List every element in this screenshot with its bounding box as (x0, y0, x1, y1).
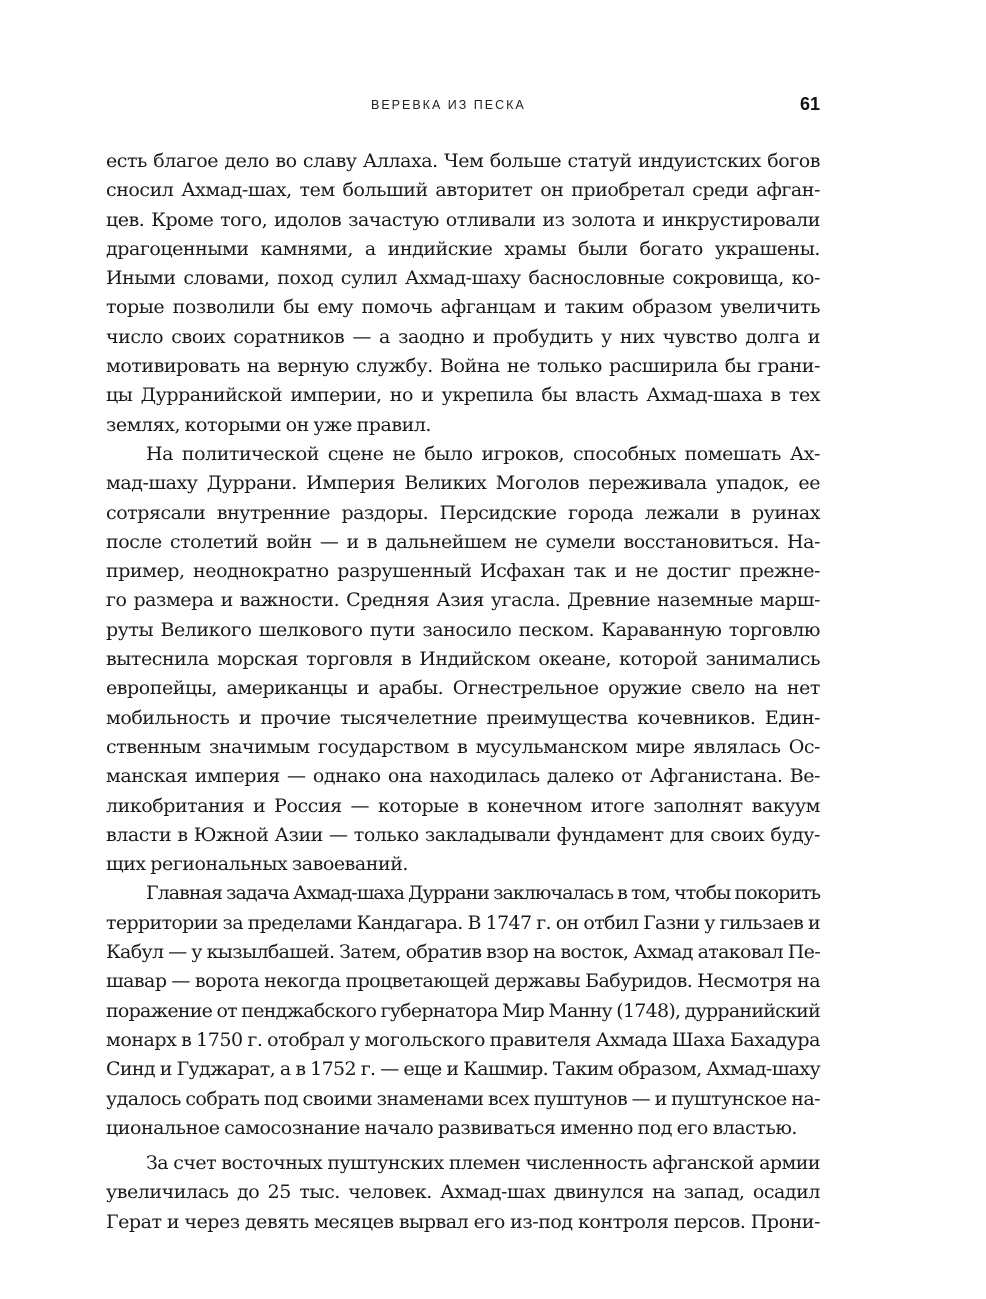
text-line: Герат и через девять месяцев вырвал его из-под контроля персов. Прони- (106, 1210, 820, 1233)
text-line: сносил Ахмад-шах, тем больший авторитет он приобретал среди афган- (106, 179, 820, 202)
text-line: Синд и Гуджарат, а в 1752 г. — еще и Кашмир. Таким образом, Ахмад-шаху (106, 1058, 820, 1081)
text-line: монарх в 1750 г. отобрал у могольского правителя Ахмада Шаха Бахадура (106, 1028, 820, 1051)
text-line: землях, которыми он уже правил. (106, 413, 432, 436)
text-line: цы Дурранийской империи, но и укрепила бы власть Ахмад-шаха в тех (106, 384, 820, 407)
text-line: удалось собрать под своими знаменами всех пуштунов — и пуштунское на- (106, 1087, 820, 1110)
paragraph-2 (106, 440, 820, 879)
text-line: мад-шаху Дуррани. Империя Великих Моголов переживала упадок, ее (106, 472, 820, 495)
text-line: Главная задача Ахмад-шаха Дуррани заключалась в том, чтобы покорить (146, 882, 820, 905)
text-line: щих региональных завоеваний. (106, 853, 409, 876)
running-head: ВЕРЕВКА ИЗ ПЕСКА (371, 98, 526, 112)
text-line: поражение от пенджабского губернатора Мир Манну (1748), дурранийский (106, 999, 820, 1022)
paragraph-1 (106, 147, 820, 440)
paragraph-4 (106, 1149, 820, 1237)
text-line: манская империя — однако она находилась далеко от Афганистана. Ве- (106, 765, 820, 788)
text-line: руты Великого шелкового пути заносило песком. Караванную торговлю (106, 618, 820, 641)
text-line: торые позволили бы ему помочь афганцам и таким образом увеличить (106, 296, 820, 319)
text-line: есть благое дело во славу Аллаха. Чем больше статуй индуистских богов (106, 150, 820, 172)
text-line: после столетий войн — и в дальнейшем не сумели восстановиться. На- (106, 530, 820, 553)
text-line: мобильность и прочие тысячелетние преимущества кочевников. Един- (106, 706, 820, 729)
text-line: мотивировать на верную службу. Война не только расширила бы грани- (106, 355, 820, 378)
text-line: ликобритания и Россия — которые в конечном итоге заполнят вакуум (106, 794, 820, 817)
text-line: Кабул — у кызылбашей. Затем, обратив взор на восток, Ахмад атаковал Пе- (106, 941, 820, 964)
text-line: увеличилась до 25 тыс. человек. Ахмад-шах двинулся на запад, осадил (106, 1181, 820, 1204)
text-line: власти в Южной Азии — только закладывали фундамент для своих буду- (106, 823, 820, 846)
body-text (106, 147, 820, 1237)
text-line: число своих соратников — а заодно и пробудить у них чувство долга и (106, 325, 820, 348)
text-line: За счет восточных пуштунских племен численность афганской армии (146, 1152, 820, 1175)
page-number: 61 (800, 94, 821, 114)
text-line: ственным значимым государством в мусульманском мире являлась Ос- (106, 735, 820, 758)
text-line: шавар — ворота некогда процветающей державы Бабуридов. Несмотря на (106, 970, 820, 993)
text-line: цев. Кроме того, идолов зачастую отливали из золота и инкрустировали (106, 208, 820, 231)
text-line: циональное самосознание начало развиваться именно под его властью. (106, 1116, 798, 1139)
text-line: европейцы, американцы и арабы. Огнестрельное оружие свело на нет (106, 677, 820, 700)
text-line: вытеснила морская торговля в Индийском океане, которой занимались (106, 648, 820, 671)
text-line: пример, неоднократно разрушенный Исфахан так и не достиг прежне- (106, 560, 820, 583)
text-line: драгоценными камнями, а индийские храмы были богато украшены. (106, 237, 820, 260)
text-line: территории за пределами Кандагара. В 1747 г. он отбил Газни у гильзаев и (106, 911, 820, 934)
text-line: Иными словами, поход сулил Ахмад-шаху баснословные сокровища, ко- (106, 267, 820, 290)
text-line: сотрясали внутренние раздоры. Персидские города лежали в руинах (106, 501, 820, 524)
text-line: го размера и важности. Средняя Азия угасла. Древние наземные марш- (106, 589, 820, 612)
paragraph-3 (106, 879, 820, 1143)
text-line: На политической сцене не было игроков, способных помешать Ах- (146, 442, 820, 465)
